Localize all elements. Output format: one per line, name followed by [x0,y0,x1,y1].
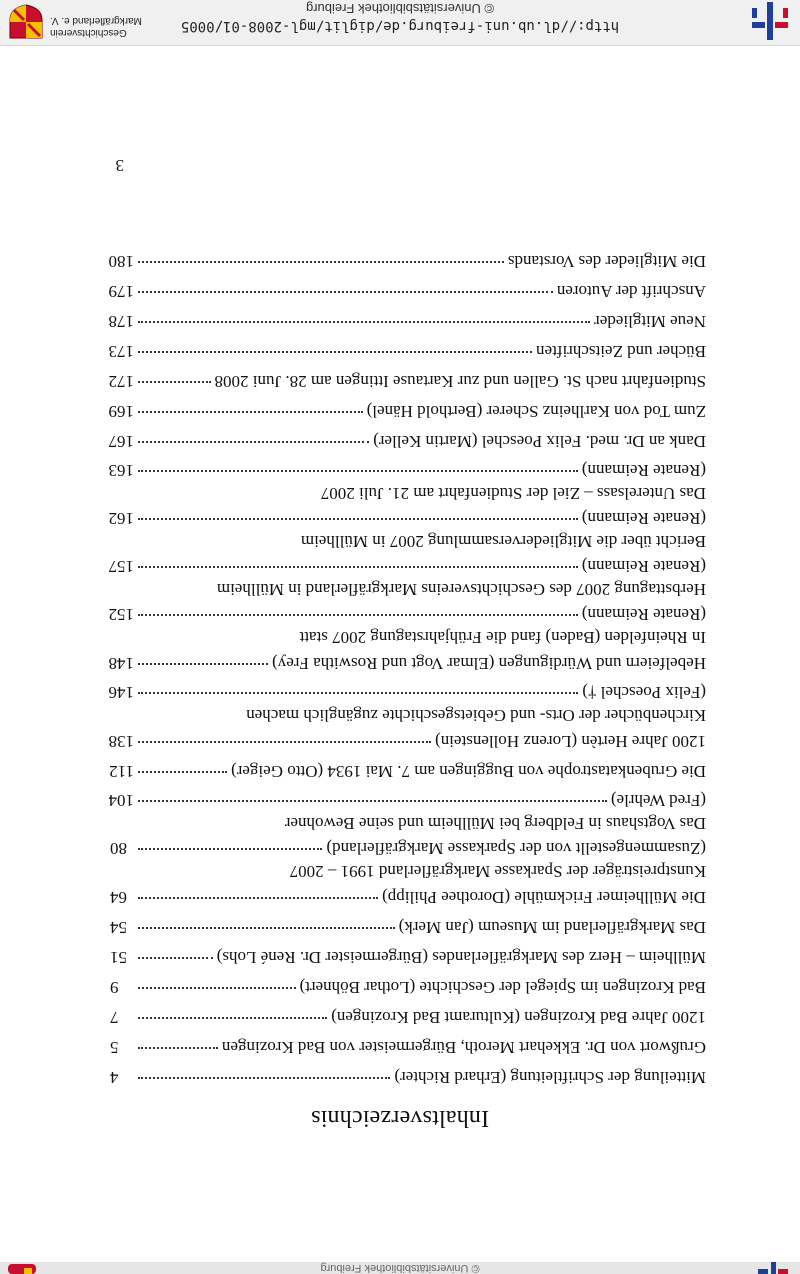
society-line-2: Markgräflerland e. V. [50,15,142,26]
toc-entry: Anschrift der Autoren 179 [108,282,706,301]
toc-entry: Mitteilung der Schriftleitung (Erhard Richter) 4 [110,1068,706,1087]
society-line-1: Geschichtsverein [50,27,127,38]
toc-entry: Studienfahrt nach St. Gallen und zur Kartause Ittingen am 28. Juni 2008 172 [108,372,706,391]
toc-entry: Herbsttagung 2007 des Geschichtsvereins Markgräflerland in Müllheim (Renate Reimann) 157 [108,557,706,599]
footer-copyright: © Universitätsbibliothek Freiburg [305,1,495,16]
toc-entry: Müllheim – Herz des Markgräflerlandes (Bürgermeister Dr. René Lohs) 51 [110,948,706,967]
toc-entry: 1200 Jahre Hertèn (Lorenz Hollenstein) 138 [108,732,706,751]
toc-entry: Das Vogtshaus in Feldberg bei Müllheim und seine Bewohner (Fred Wehrle) 104 [108,791,706,833]
page-title: Inhaltsverzeichnis [310,1105,490,1131]
toc-entry: Das Unterelsass – Ziel der Studienfahrt am 21. Juli 2007 (Renate Reimann) 163 [108,461,706,503]
society-crest-partial-icon [8,1264,36,1274]
toc-entry: Dank an Dr. med. Felix Poeschel (Martin Keller) 167 [108,432,706,451]
toc-entry: Die Grubenkatastrophe von Buggingen am 7. Mai 1934 (Otto Geiger) 112 [109,762,706,781]
toc-entry: Bericht über die Mitgliederversammlung 2007 in Müllheim (Renate Reimann) 162 [108,509,706,551]
toc-entry: Bad Krozingen im Spiegel der Geschichte (Lothar Böhnert) 9 [110,978,706,997]
toc-entry: In Rheinfelden (Baden) fand die Frühjahrstagung 2007 statt (Renate Reimann) 152 [108,605,706,647]
toc-entry: Bücher und Zeitschriften 173 [108,342,706,361]
footer-url-link[interactable]: http://dl.ub.uni-freiburg.de/diglit/mgl-2008-01/0005 [180,18,620,34]
toc-entry: Neue Mitglieder 178 [108,312,706,331]
top-partial-copyright: © Universitätsbibliothek Freiburg [320,1262,480,1274]
page-number: 3 [115,156,124,175]
toc-entry: Die Müllheimer Frickmühle (Dorothee Philipp) 64 [110,888,706,907]
toc-entry: Kirchenbücher der Orts- und Gebietsgeschichte zugänglich machen (Felix Poeschel †) 146 [108,683,706,725]
toc-entry: Zum Tod von Karlheinz Scherer (Berthold Hänel) 169 [108,402,706,421]
university-library-logo-partial [758,1262,788,1274]
toc-entry: 1200 Jahre Bad Krozingen (Kulturamt Bad Krozingen) 7 [110,1008,706,1027]
table-of-contents [110,246,706,1092]
toc-entry: Kunstpreisträger der Sparkasse Markgräflerland 1991 – 2007 (Zusammengestellt von der Sparkasse Markgräflerland) 80 [110,839,706,881]
toc-entry: Hebelfeiern und Würdigungen (Elmar Vogt und Roswitha Frey) 148 [108,654,706,673]
toc-entry: Grußwort von Dr. Ekkehart Meroth, Bürgermeister von Bad Krozingen 5 [110,1038,706,1057]
toc-entry: Die Mitglieder des Vorstands 180 [108,252,706,271]
society-crest-icon [8,4,44,40]
footer-society-name [50,14,142,38]
toc-entry: Das Markgräflerland im Museum (Jan Merk) 54 [110,918,706,937]
